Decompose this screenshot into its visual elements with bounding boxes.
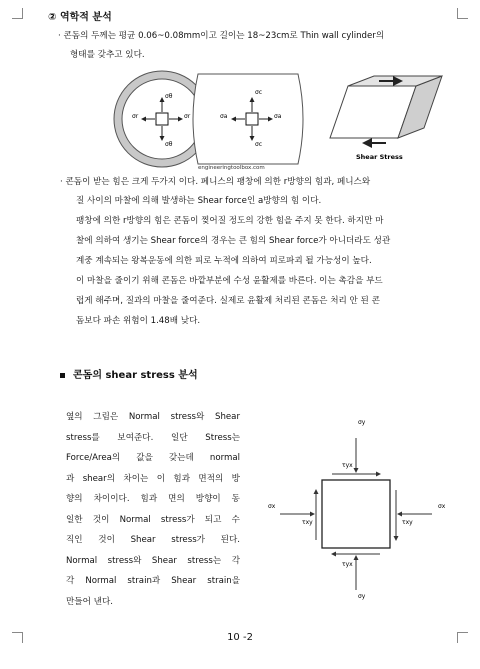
bullet-forces-line6: 이 마찰을 줄이기 위해 콘돔은 바깥부분에 수성 윤활제를 바른다. 이는 촉감을 부드 — [76, 276, 383, 286]
label-sigma-x-left: σx — [268, 503, 276, 510]
label-sigma-c-top: σc — [255, 89, 263, 96]
bullet-forces-line7: 럽게 해주며, 질과의 마찰을 줄여준다. 실제로 윤활제 처리된 콘돔은 처리 안 된 콘 — [76, 296, 380, 306]
bullet-thickness-line2: 형태를 갖추고 있다. — [70, 50, 145, 60]
label-sigma-theta-bottom: σθ — [165, 141, 173, 148]
shear-paragraph-line6: 일한 것이 Normal stress가 되고 수 — [66, 514, 240, 525]
shear-paragraph-line2: stress를 보여준다. 일단 Stress는 — [66, 432, 240, 443]
page-number: 10 -2 — [227, 632, 253, 643]
shear-paragraph-line4: 과 shear의 차이는 이 힘과 면적의 방 — [66, 473, 240, 484]
corner-mark-top-right — [457, 8, 468, 19]
label-tau-yx-bottom: τyx — [342, 561, 353, 568]
label-sigma-x-right: σx — [438, 503, 446, 510]
bullet-thickness-line1: · 콘돔의 두께는 평균 0.06~0.08mm이고 길이는 18~23cm로 Thin wall cylinder의 — [58, 31, 385, 41]
heading-square-bullet — [60, 373, 65, 378]
shear-paragraph-line8: Normal stress와 Shear stress는 각 — [66, 555, 240, 566]
figure-stress-element-svg — [262, 410, 462, 600]
shear-paragraph-line1: 옆의 그림은 Normal stress와 Shear — [66, 412, 240, 422]
watermark-text: engineeringtoolbox.com — [198, 165, 265, 171]
shear-paragraph-line7: 직인 것이 Shear stress가 된다. — [66, 535, 240, 545]
figure-cylinder-stress — [86, 68, 456, 174]
shear-paragraph — [66, 407, 240, 612]
label-sigma-a-right: σa — [274, 113, 282, 120]
shear-paragraph-line9: 각 Normal strain과 Shear strain을 — [66, 576, 240, 586]
label-sigma-theta-top: σθ — [165, 93, 173, 100]
label-sigma-r-right: σr — [184, 113, 191, 120]
bullet-forces-line8: 돔보다 파손 위험이 1.48배 낮다. — [76, 316, 201, 326]
label-sigma-y-top: σy — [358, 419, 366, 426]
shear-paragraph-line10: 만들어 낸다. — [66, 596, 113, 607]
label-sigma-c-bottom: σc — [255, 141, 263, 148]
section-heading-mechanical-analysis: ② 역학적 분석 — [48, 12, 112, 23]
label-sigma-a-left: σa — [220, 113, 228, 120]
label-tau-yx-top: τyx — [342, 462, 353, 469]
label-shear-stress: Shear Stress — [356, 153, 403, 161]
section-heading-shear-text: 콘돔의 shear stress 분석 — [73, 370, 198, 381]
corner-mark-top-left — [12, 8, 23, 19]
shear-block-diagram — [330, 76, 442, 161]
bullet-forces-line3: 팽창에 의한 r방향의 힘은 콘돔이 찢어질 정도의 강한 힘을 주지 못 한다. 하지만 마 — [76, 216, 384, 226]
cylinder-diagram — [193, 74, 303, 171]
figure-stress-element — [262, 410, 462, 600]
label-tau-xy-left: τxy — [302, 519, 313, 526]
shear-paragraph-line3: Force/Area의 값을 갖는데 normal — [66, 453, 240, 463]
label-tau-xy-right: τxy — [402, 519, 413, 526]
bullet-forces-line1: · 콘돔이 받는 힘은 크게 두가지 이다. 페니스의 팽창에 의한 r방향의 힘과, 페니스와 — [60, 177, 371, 187]
bullet-forces-line2: 질 사이의 마찰에 의해 발생하는 Shear force인 a방향의 힘 이다. — [76, 196, 322, 206]
label-sigma-r-left: σr — [132, 113, 139, 120]
bullet-forces-line5: 계중 계속되는 왕복운동에 의한 피로 누적에 의하여 피로파괴 될 가능성이 높다. — [76, 256, 372, 266]
figure-cylinder-stress-svg — [86, 68, 456, 174]
label-sigma-y-bottom: σy — [358, 593, 366, 600]
bullet-forces-line4: 찰에 의하여 생기는 Shear force의 경우는 큰 힘의 Shear force가 아니더라도 성관 — [76, 236, 391, 246]
section-heading-shear-analysis — [60, 366, 198, 381]
shear-paragraph-line5: 향의 차이이다. 힘과 면의 방향이 동 — [66, 494, 240, 504]
